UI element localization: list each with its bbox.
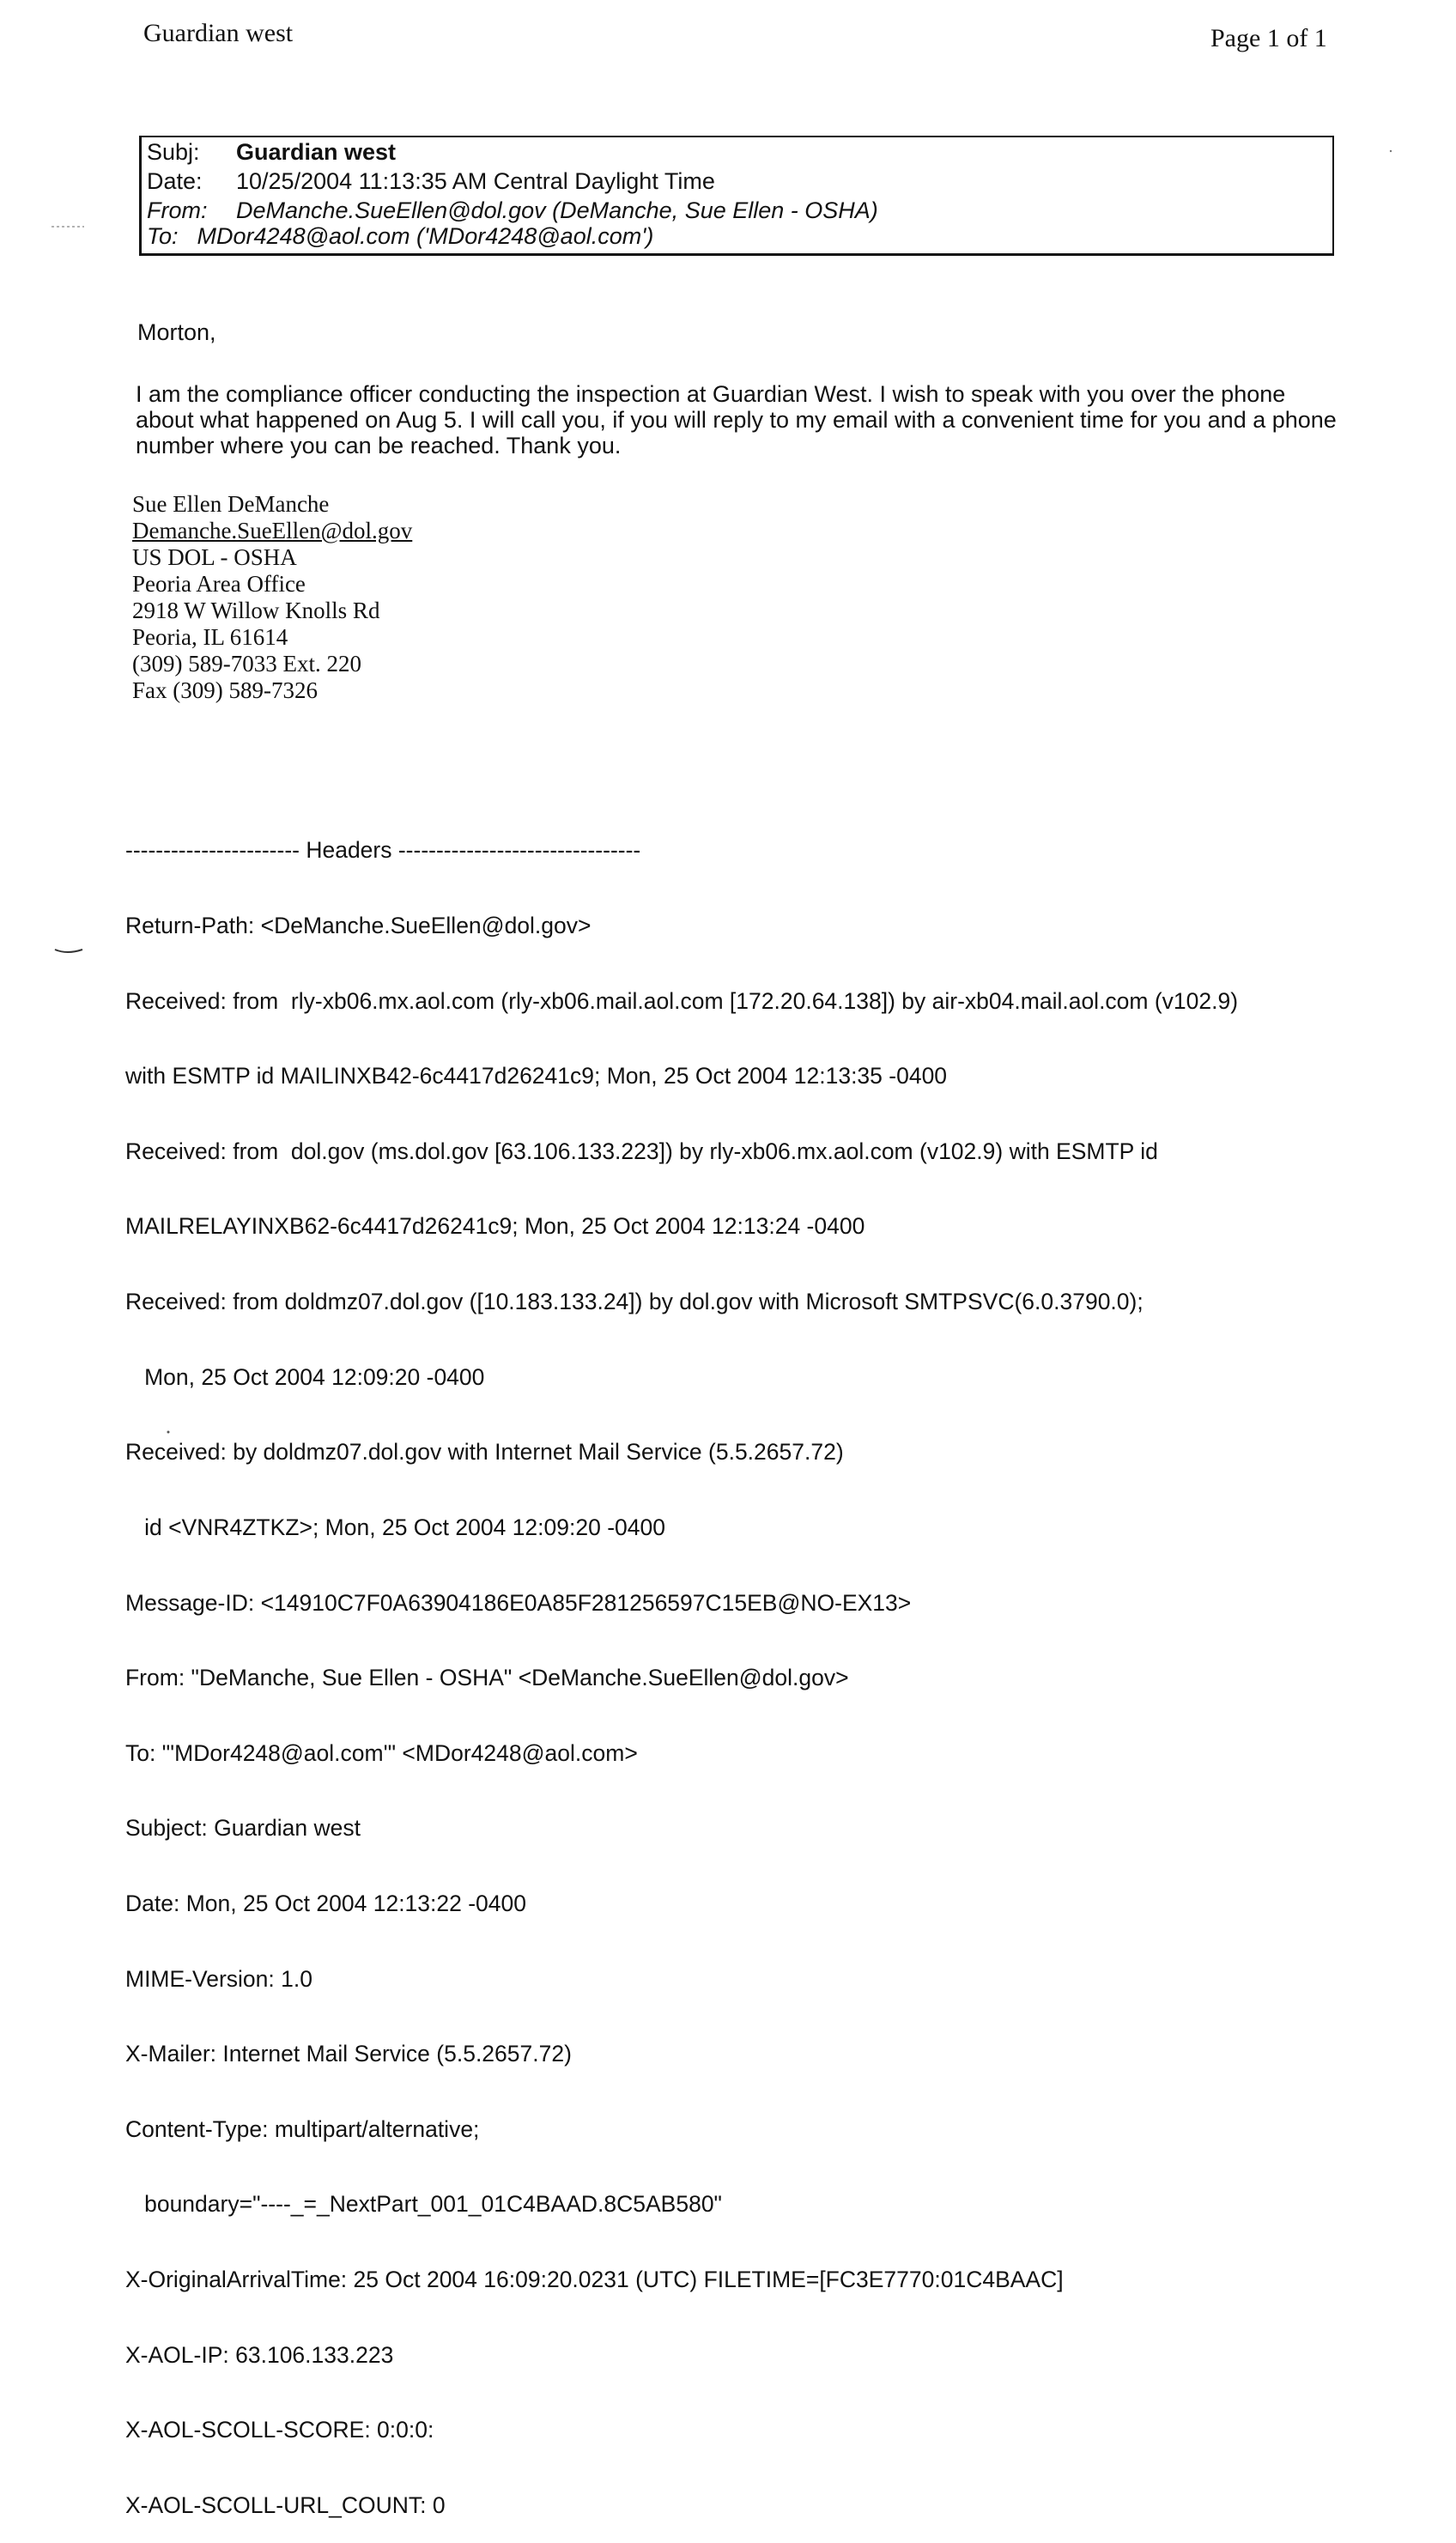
header-line: X-Mailer: Internet Mail Service (5.5.2657.72) — [125, 2041, 572, 2067]
header-line: Received: from doldmz07.dol.gov ([10.183.133.24]) by dol.gov with Microsoft SMTPSVC(6.0.3790.0); — [125, 1289, 1144, 1315]
header-line: Message-ID: <14910C7F0A63904186E0A85F281256597C15EB@NO-EX13> — [125, 1589, 912, 1616]
header-line: Received: from rly-xb06.mx.aol.com (rly-xb06.mail.aol.com [172.20.64.138]) by air-xb04.mail.aol.com (v102.9) — [125, 987, 1239, 1014]
subject-value: Guardian west — [236, 139, 397, 165]
from-label: From: — [147, 197, 208, 223]
signature-fax: Fax (309) 589-7326 — [132, 677, 318, 703]
message-paragraph: I am the compliance officer conducting the inspection at Guardian West. I wish to speak with you over the phone about what happened on Aug 5. I will call you, if you will reply to my email with a convenient time for you and a phone number where you can be reached. Thank you. — [136, 381, 1337, 458]
header-line: Return-Path: <DeManche.SueEllen@dol.gov> — [125, 913, 592, 939]
signature-block — [132, 491, 412, 704]
date-row — [147, 168, 715, 195]
headers-divider: ----------------------- Headers -------------------------------- — [125, 837, 641, 864]
header-line: Received: by doldmz07.dol.gov with Internet Mail Service (5.5.2657.72) — [125, 1439, 844, 1466]
raw-headers-block — [125, 788, 1238, 2543]
to-value: MDor4248@aol.com ('MDor4248@aol.com') — [197, 223, 654, 249]
header-line: boundary="----_=_NextPart_001_01C4BAAD.8C5AB580" — [125, 2191, 722, 2218]
signature-name: Sue Ellen DeManche — [132, 491, 330, 517]
subject-row — [147, 139, 396, 166]
email-header-box — [139, 136, 1334, 256]
header-line: MIME-Version: 1.0 — [125, 1965, 312, 1992]
signature-city: Peoria, IL 61614 — [132, 624, 288, 650]
date-value: 10/25/2004 11:13:35 AM Central Daylight Time — [236, 168, 715, 194]
header-line: with ESMTP id MAILINXB42-6c4417d26241c9; Mon, 25 Oct 2004 12:13:35 -0400 — [125, 1063, 948, 1089]
header-line: id <VNR4ZTKZ>; Mon, 25 Oct 2004 12:09:20 -0400 — [125, 1514, 665, 1540]
to-row — [147, 223, 653, 250]
page-header-title: Guardian west — [143, 19, 294, 47]
header-line: X-AOL-SCOLL-URL_COUNT: 0 — [125, 2491, 446, 2518]
header-line: Subject: Guardian west — [125, 1815, 361, 1842]
subject-label: Subj: — [147, 139, 200, 165]
page-number: Page 1 of 1 — [1210, 24, 1327, 52]
signature-street: 2918 W Willow Knolls Rd — [132, 598, 380, 623]
from-row — [147, 197, 878, 224]
signature-phone: (309) 589-7033 Ext. 220 — [132, 651, 361, 677]
header-line: Date: Mon, 25 Oct 2004 12:13:22 -0400 — [125, 1890, 527, 1916]
header-line: Received: from dol.gov (ms.dol.gov [63.106.133.223]) by rly-xb06.mx.aol.com (v102.9) with ESMTP id — [125, 1138, 1158, 1164]
from-value: DeManche.SueEllen@dol.gov (DeManche, Sue Ellen - OSHA) — [236, 197, 878, 223]
header-line: X-AOL-IP: 63.106.133.223 — [125, 2341, 394, 2368]
header-line: Content-Type: multipart/alternative; — [125, 2115, 480, 2142]
salutation: Morton, — [137, 319, 216, 345]
header-line: X-AOL-SCOLL-SCORE: 0:0:0: — [125, 2417, 434, 2443]
signature-office: Peoria Area Office — [132, 571, 306, 597]
header-line: Mon, 25 Oct 2004 12:09:20 -0400 — [125, 1363, 485, 1390]
date-label: Date: — [147, 168, 203, 194]
header-line: From: "DeManche, Sue Ellen - OSHA" <DeManche.SueEllen@dol.gov> — [125, 1665, 849, 1691]
signature-org: US DOL - OSHA — [132, 544, 297, 570]
to-label: To: — [147, 223, 179, 249]
header-line: To: "'MDor4248@aol.com'" <MDor4248@aol.com> — [125, 1739, 638, 1766]
header-line: MAILRELAYINXB62-6c4417d26241c9; Mon, 25 Oct 2004 12:13:24 -0400 — [125, 1213, 865, 1240]
signature-email-link[interactable]: Demanche.SueEllen@dol.gov — [132, 518, 413, 543]
header-line: X-OriginalArrivalTime: 25 Oct 2004 16:09:20.0231 (UTC) FILETIME=[FC3E7770:01C4BAAC] — [125, 2266, 1064, 2292]
